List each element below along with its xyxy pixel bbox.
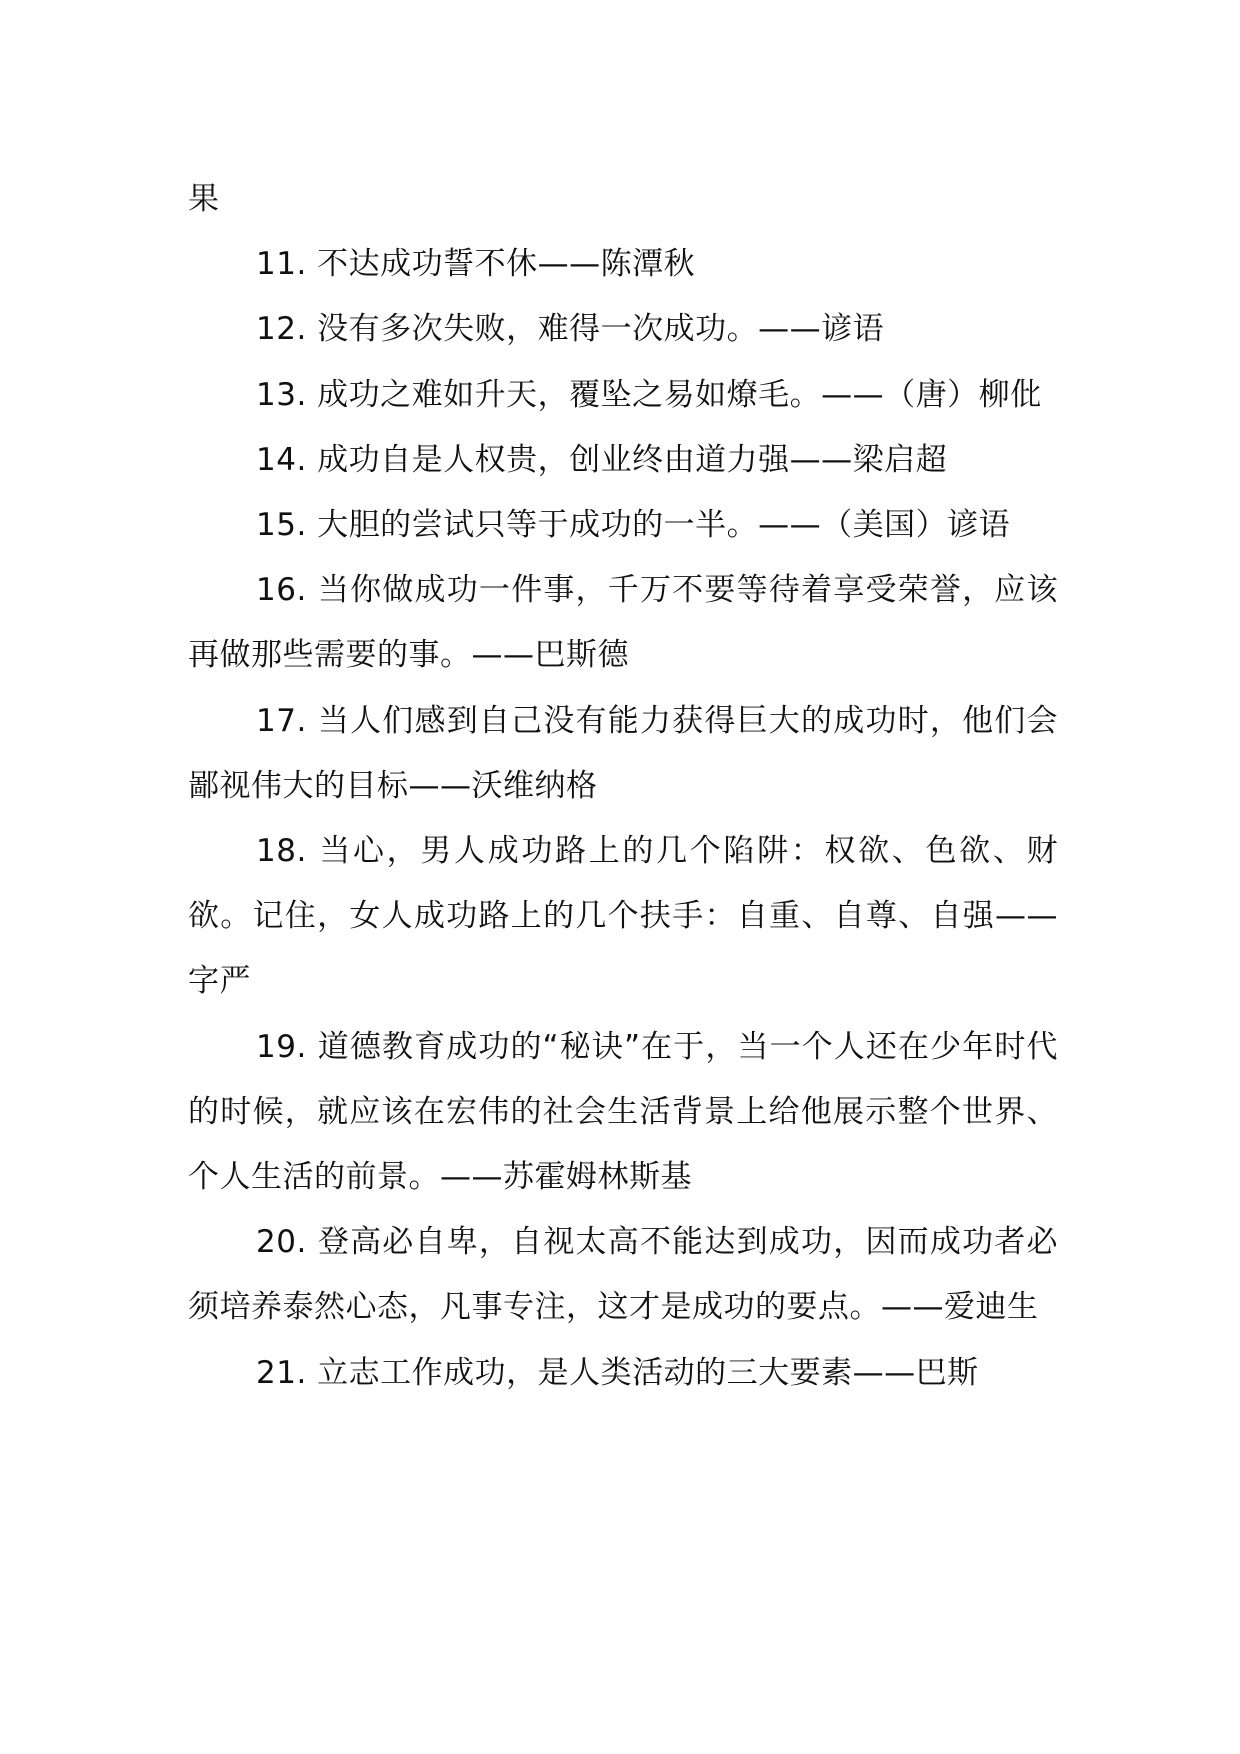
paragraph-continuation: 果 xyxy=(188,181,220,217)
quote-19: 19. 道德教育成功的“秘诀”在于，当一个人还在少年时代的时候，就应该在宏伟的社会生活背景上给他展示整个世界、个人生活的前景。——苏霍姆林斯基 xyxy=(188,1028,1058,1196)
quote-20: 20. 登高必自卑，自视太高不能达到成功，因而成功者必须培养泰然心态，凡事专注，这才是成功的要点。——爱迪生 xyxy=(188,1224,1058,1326)
quote-11: 11. 不达成功誓不休——陈潭秋 xyxy=(256,246,696,283)
quote-14: 14. 成功自是人权贵，创业终由道力强——梁启超 xyxy=(256,441,948,478)
quote-list xyxy=(188,167,1058,1406)
quote-21: 21. 立志工作成功，是人类活动的三大要素——巴斯 xyxy=(256,1354,979,1391)
quote-17: 17. 当人们感到自己没有能力获得巨大的成功时，他们会鄙视伟大的目标——沃维纳格 xyxy=(188,702,1058,804)
quote-13: 13. 成功之难如升天，覆坠之易如燎毛。——（唐）柳仳 xyxy=(256,376,1042,413)
quote-12: 12. 没有多次失败，难得一次成功。——谚语 xyxy=(256,311,885,348)
quote-15: 15. 大胆的尝试只等于成功的一半。——（美国）谚语 xyxy=(256,507,1011,544)
quote-16: 16. 当你做成功一件事，千万不要等待着享受荣誉，应该再做那些需要的事。——巴斯德 xyxy=(188,572,1058,674)
quote-18: 18. 当心，男人成功路上的几个陷阱：权欲、色欲、财欲。记住，女人成功路上的几个扶手：自重、自尊、自强——字严 xyxy=(188,833,1058,1000)
